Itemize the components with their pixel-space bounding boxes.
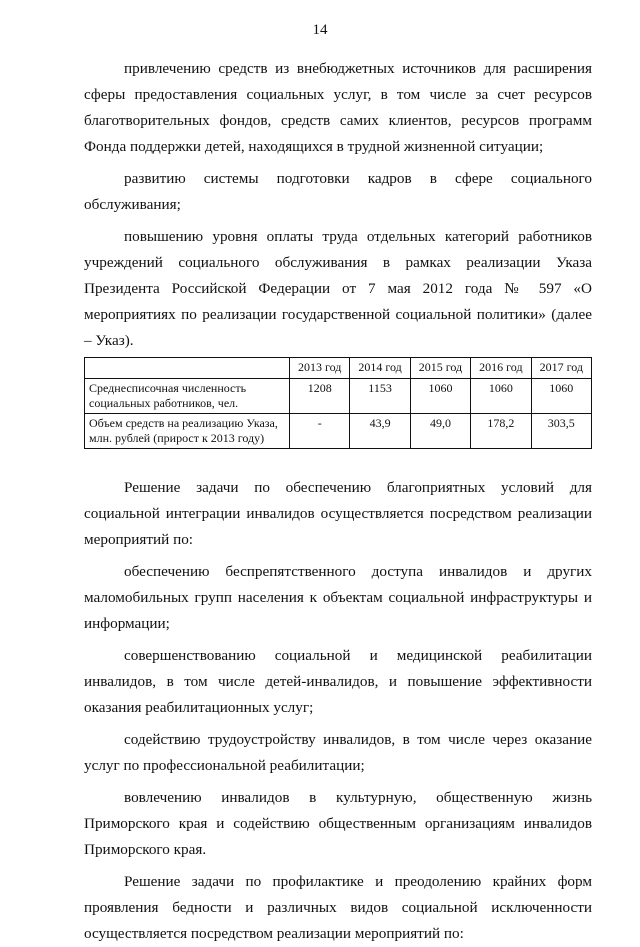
document-body	[84, 56, 592, 947]
table-header-row	[85, 358, 592, 379]
table-header-cell: 2015 год	[410, 358, 470, 379]
table-cell: 178,2	[471, 414, 531, 449]
page-number: 14	[312, 22, 328, 38]
paragraph-accessibility: обеспечению беспрепятственного доступа инвалидов и других маломобильных групп населения к объектам социальной инфраструктуры и информации;	[84, 563, 592, 632]
table-cell: 303,5	[531, 414, 591, 449]
paragraph-salary: повышению уровня оплаты труда отдельных категорий работников учреждений социального обслуживания в рамках реализации Указа Президента Российской Федерации от 7 мая 2012 года № 597 «О мероприятиях по реализации государственной социальной политики» (далее – Указ).	[84, 228, 592, 349]
table-header-cell: 2014 год	[350, 358, 410, 379]
paragraph-employment: содействию трудоустройству инвалидов, в том числе через оказание услуг по профессиональной реабилитации;	[84, 731, 592, 774]
paragraph-poverty: Решение задачи по профилактике и преодолению крайних форм проявления бедности и различных видов социальной исключенности осуществляется посредством реализации мероприятий по:	[84, 873, 592, 942]
table-cell: 1060	[531, 379, 591, 414]
table-cell: 49,0	[410, 414, 470, 449]
table-cell: -	[290, 414, 350, 449]
table-cell: 43,9	[350, 414, 410, 449]
paragraph-rehabilitation: совершенствованию социальной и медицинской реабилитации инвалидов, в том числе детей-инвалидов, и повышение эффективности оказания реабилитационных услуг;	[84, 647, 592, 716]
paragraph-disabled-integration: Решение задачи по обеспечению благоприятных условий для социальной интеграции инвалидов осуществляется посредством реализации мероприятий по:	[84, 479, 592, 548]
table-row-label: Объем средств на реализацию Указа, млн. рублей (прирост к 2013 году)	[85, 414, 290, 449]
table-row-label: Среднесписочная численность социальных работников, чел.	[85, 379, 290, 414]
table-row	[85, 414, 592, 449]
table-cell: 1208	[290, 379, 350, 414]
table-cell: 1060	[410, 379, 470, 414]
table-cell: 1060	[471, 379, 531, 414]
table-header-cell: 2017 год	[531, 358, 591, 379]
table-header-cell: 2016 год	[471, 358, 531, 379]
table-row	[85, 379, 592, 414]
paragraph-cultural-life: вовлечению инвалидов в культурную, общественную жизнь Приморского края и содействию общественным организациям инвалидов Приморского края.	[84, 789, 592, 858]
paragraph-staff-training: развитию системы подготовки кадров в сфере социального обслуживания;	[84, 170, 592, 213]
table-header-cell	[85, 358, 290, 379]
paragraph-fundraising: привлечению средств из внебюджетных источников для расширения сферы предоставления социальных услуг, в том числе за счет ресурсов благотворительных фондов, средств самих клиентов, ресурсов программ Фонда поддержки детей, находящихся в трудной жизненной ситуации;	[84, 60, 592, 155]
staff-funding-table	[84, 357, 592, 449]
table-cell: 1153	[350, 379, 410, 414]
table-header-cell: 2013 год	[290, 358, 350, 379]
